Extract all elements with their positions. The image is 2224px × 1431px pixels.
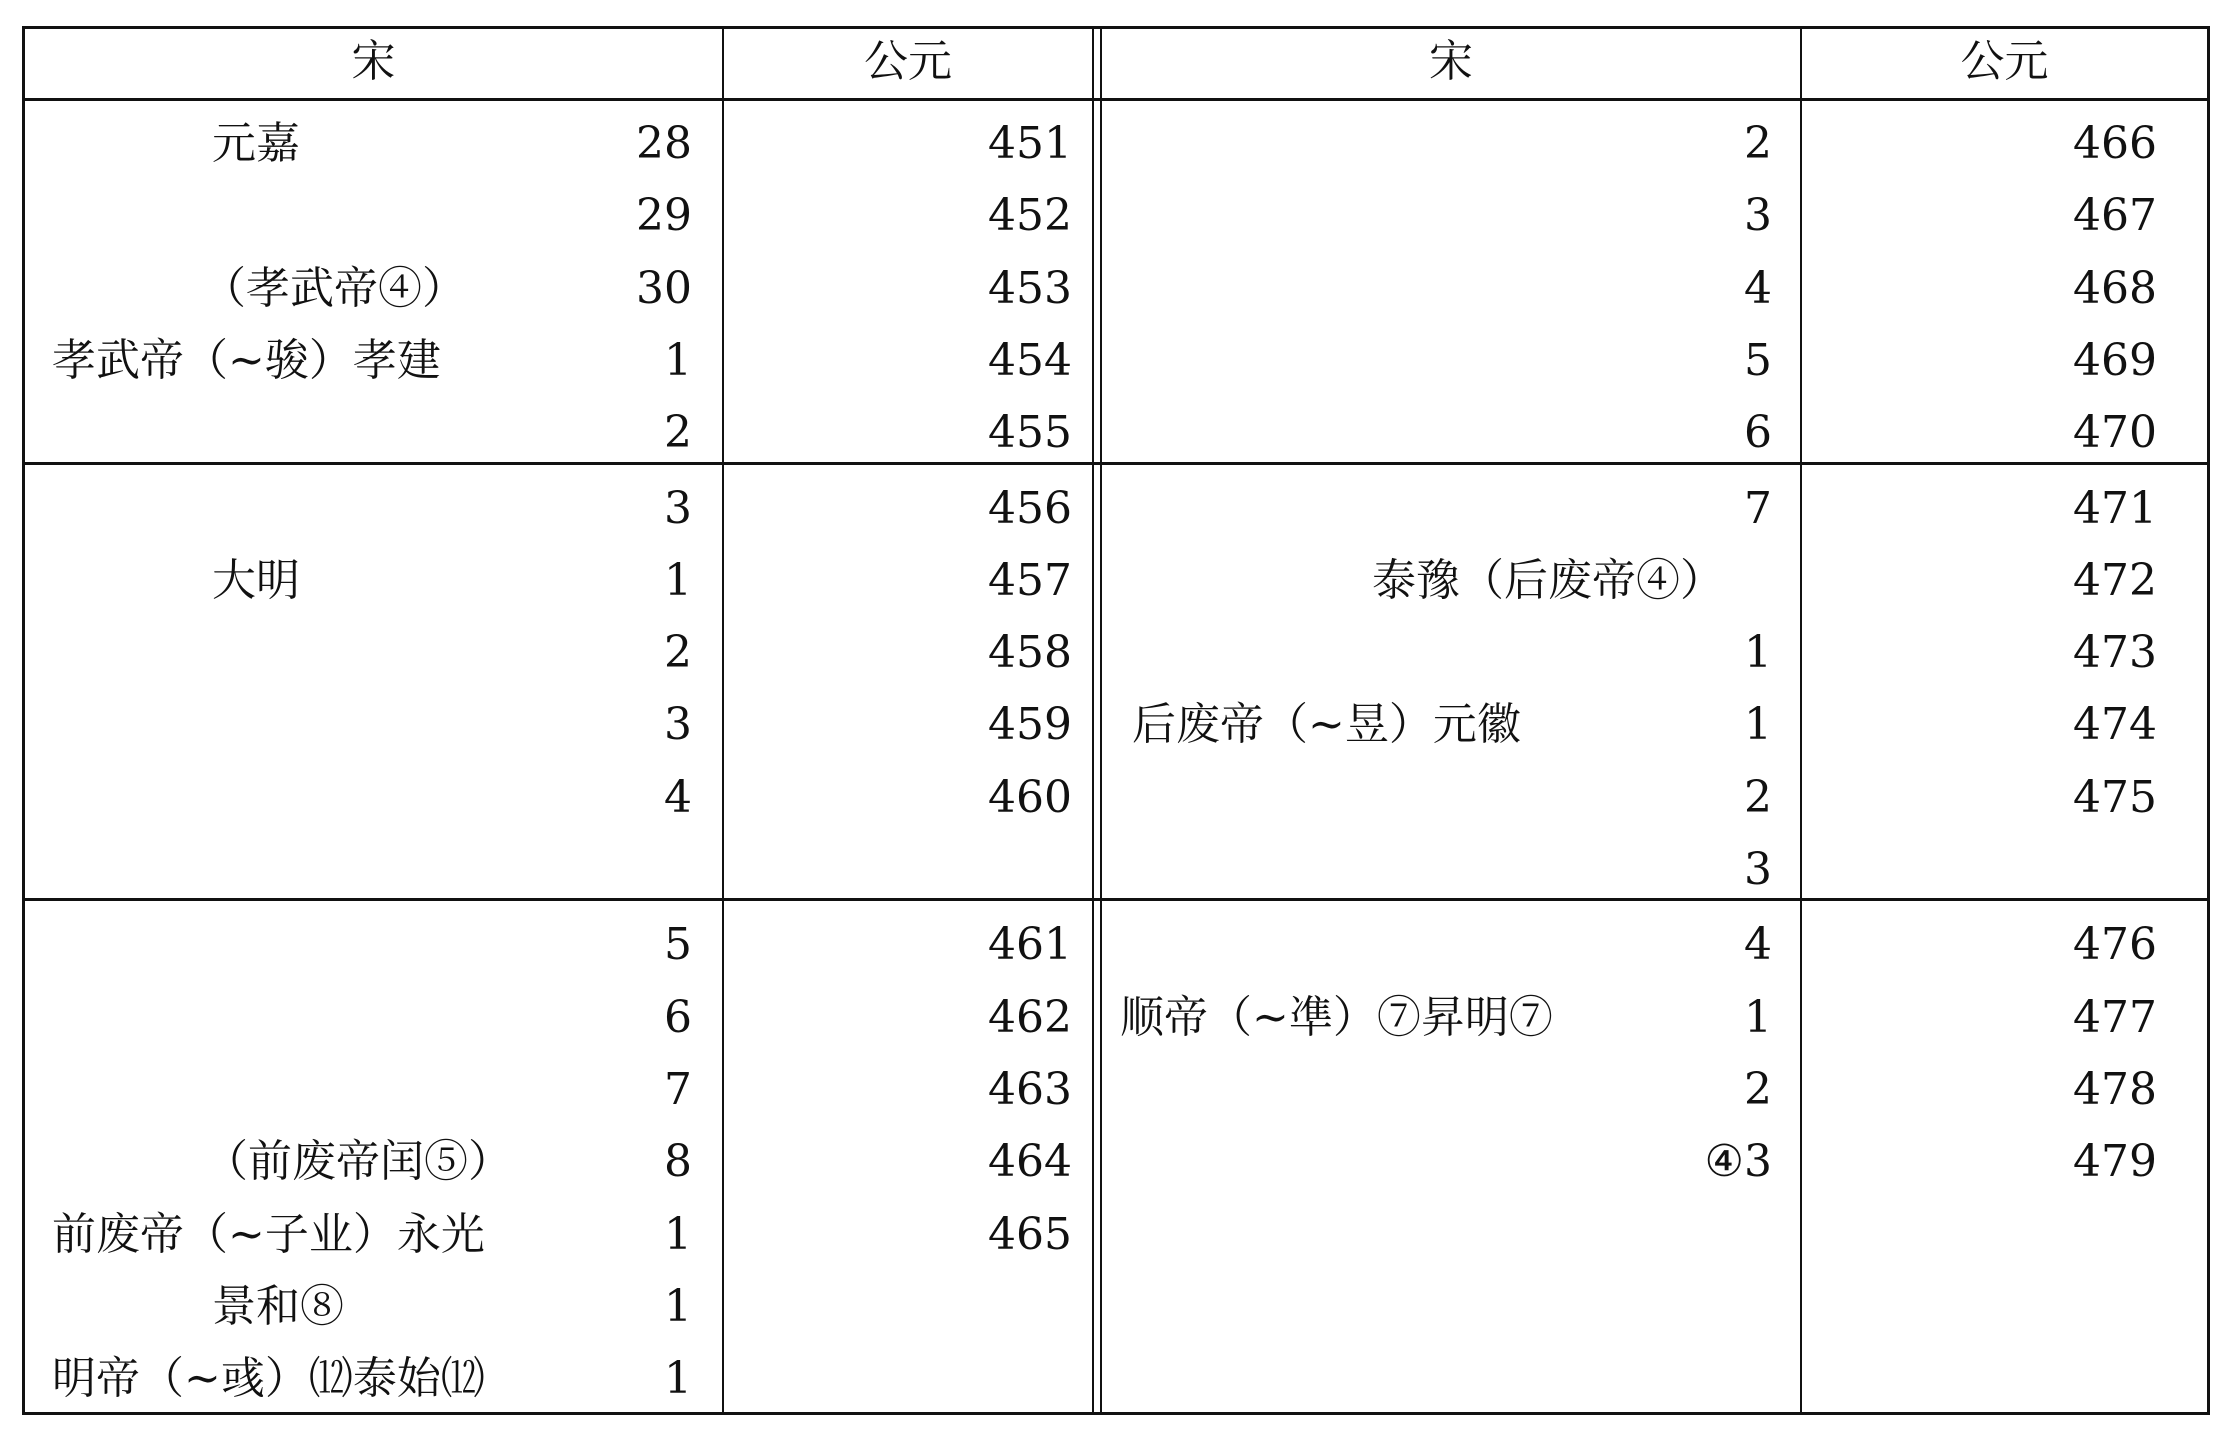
ad-year: 458: [988, 627, 1072, 679]
regnal-year: 30: [636, 262, 692, 314]
regnal-year: 29: [636, 190, 692, 242]
group-divider-1: [22, 462, 2210, 465]
regnal-year: 1: [664, 334, 692, 386]
ad-year: 466: [2073, 118, 2157, 169]
era-name: 顺帝（~凖）⑦昇明⑦: [1120, 991, 1553, 1043]
regnal-year: 7: [664, 1063, 692, 1115]
ad-year: 457: [988, 554, 1072, 606]
regnal-year: 2: [1744, 771, 1772, 823]
ad-year: 476: [2073, 919, 2157, 971]
regnal-year: 2: [664, 407, 692, 459]
era-name: 元嘉: [212, 118, 300, 169]
ad-year: 454: [988, 334, 1072, 386]
ad-year: 453: [988, 262, 1072, 314]
era-year-table: [22, 26, 2210, 1415]
regnal-year: 1: [664, 1280, 692, 1332]
ad-year: 460: [988, 771, 1072, 823]
regnal-year: 2: [1744, 1063, 1772, 1115]
era-name: （前废帝闰⑤）: [204, 1136, 512, 1188]
ad-year: 465: [988, 1208, 1072, 1260]
ad-year: 456: [988, 482, 1072, 534]
regnal-year: 4: [1744, 919, 1772, 971]
regnal-year: 28: [636, 118, 692, 169]
era-name: 明帝（~彧）⑿泰始⑿: [52, 1353, 485, 1405]
ad-year: 463: [988, 1063, 1072, 1115]
ad-year: 477: [2073, 991, 2157, 1043]
header-gongyuan-left: 公元: [864, 36, 952, 87]
regnal-year: 4: [1744, 262, 1772, 314]
ad-year: 475: [2073, 771, 2157, 823]
column-divider-1: [722, 26, 724, 1415]
regnal-year: 1: [664, 1353, 692, 1405]
table-border-right: [2207, 26, 2210, 1415]
ad-year: 478: [2073, 1063, 2157, 1115]
regnal-year: 6: [1744, 407, 1772, 459]
ad-year: 462: [988, 991, 1072, 1043]
header-divider: [22, 98, 2210, 101]
ad-year: 479: [2073, 1136, 2157, 1188]
ad-year: 474: [2073, 699, 2157, 751]
regnal-year: 1: [1744, 699, 1772, 751]
regnal-year: ④3: [1704, 1136, 1772, 1188]
center-double-rule-b: [1100, 26, 1102, 1415]
regnal-year: 5: [1744, 334, 1772, 386]
regnal-year: 3: [1744, 844, 1772, 895]
regnal-year: 3: [664, 699, 692, 751]
ad-year: 451: [988, 118, 1072, 169]
column-divider-3: [1800, 26, 1802, 1415]
regnal-year: 1: [664, 554, 692, 606]
regnal-year: 2: [664, 627, 692, 679]
ad-year: 472: [2073, 554, 2157, 606]
ad-year: 464: [988, 1136, 1072, 1188]
era-name: 景和⑧: [212, 1280, 344, 1332]
regnal-year: 5: [664, 919, 692, 971]
ad-year: 459: [988, 699, 1072, 751]
era-name: 孝武帝（~骏）孝建: [52, 334, 441, 386]
regnal-year: 8: [664, 1136, 692, 1188]
table-border-left: [22, 26, 25, 1415]
regnal-year: 1: [1744, 627, 1772, 679]
regnal-year: 2: [1744, 118, 1772, 169]
ad-year: 470: [2073, 407, 2157, 459]
era-name: 大明: [212, 554, 300, 606]
regnal-year: 1: [1744, 991, 1772, 1043]
ad-year: 473: [2073, 627, 2157, 679]
regnal-year: 6: [664, 991, 692, 1043]
regnal-year: 7: [1744, 482, 1772, 534]
group-divider-2: [22, 898, 2210, 901]
ad-year: 468: [2073, 262, 2157, 314]
regnal-year: 3: [1744, 190, 1772, 242]
center-double-rule-a: [1092, 26, 1094, 1415]
ad-year: 452: [988, 190, 1072, 242]
ad-year: 461: [988, 919, 1072, 971]
regnal-year: 3: [664, 482, 692, 534]
era-name: 泰豫（后废帝④）: [1372, 554, 1724, 606]
era-name: 前废帝（~子业）永光: [52, 1208, 485, 1260]
ad-year: 455: [988, 407, 1072, 459]
ad-year: 467: [2073, 190, 2157, 242]
ad-year: 469: [2073, 334, 2157, 386]
header-song-left: 宋: [351, 36, 396, 87]
regnal-year: 4: [664, 771, 692, 823]
ad-year: 471: [2073, 482, 2157, 534]
header-song-right: 宋: [1429, 36, 1473, 87]
regnal-year: 1: [664, 1208, 692, 1260]
header-gongyuan-right: 公元: [1960, 36, 2049, 87]
era-name: 后废帝（~昱）元徽: [1132, 699, 1521, 751]
era-name: （孝武帝④）: [202, 262, 466, 314]
